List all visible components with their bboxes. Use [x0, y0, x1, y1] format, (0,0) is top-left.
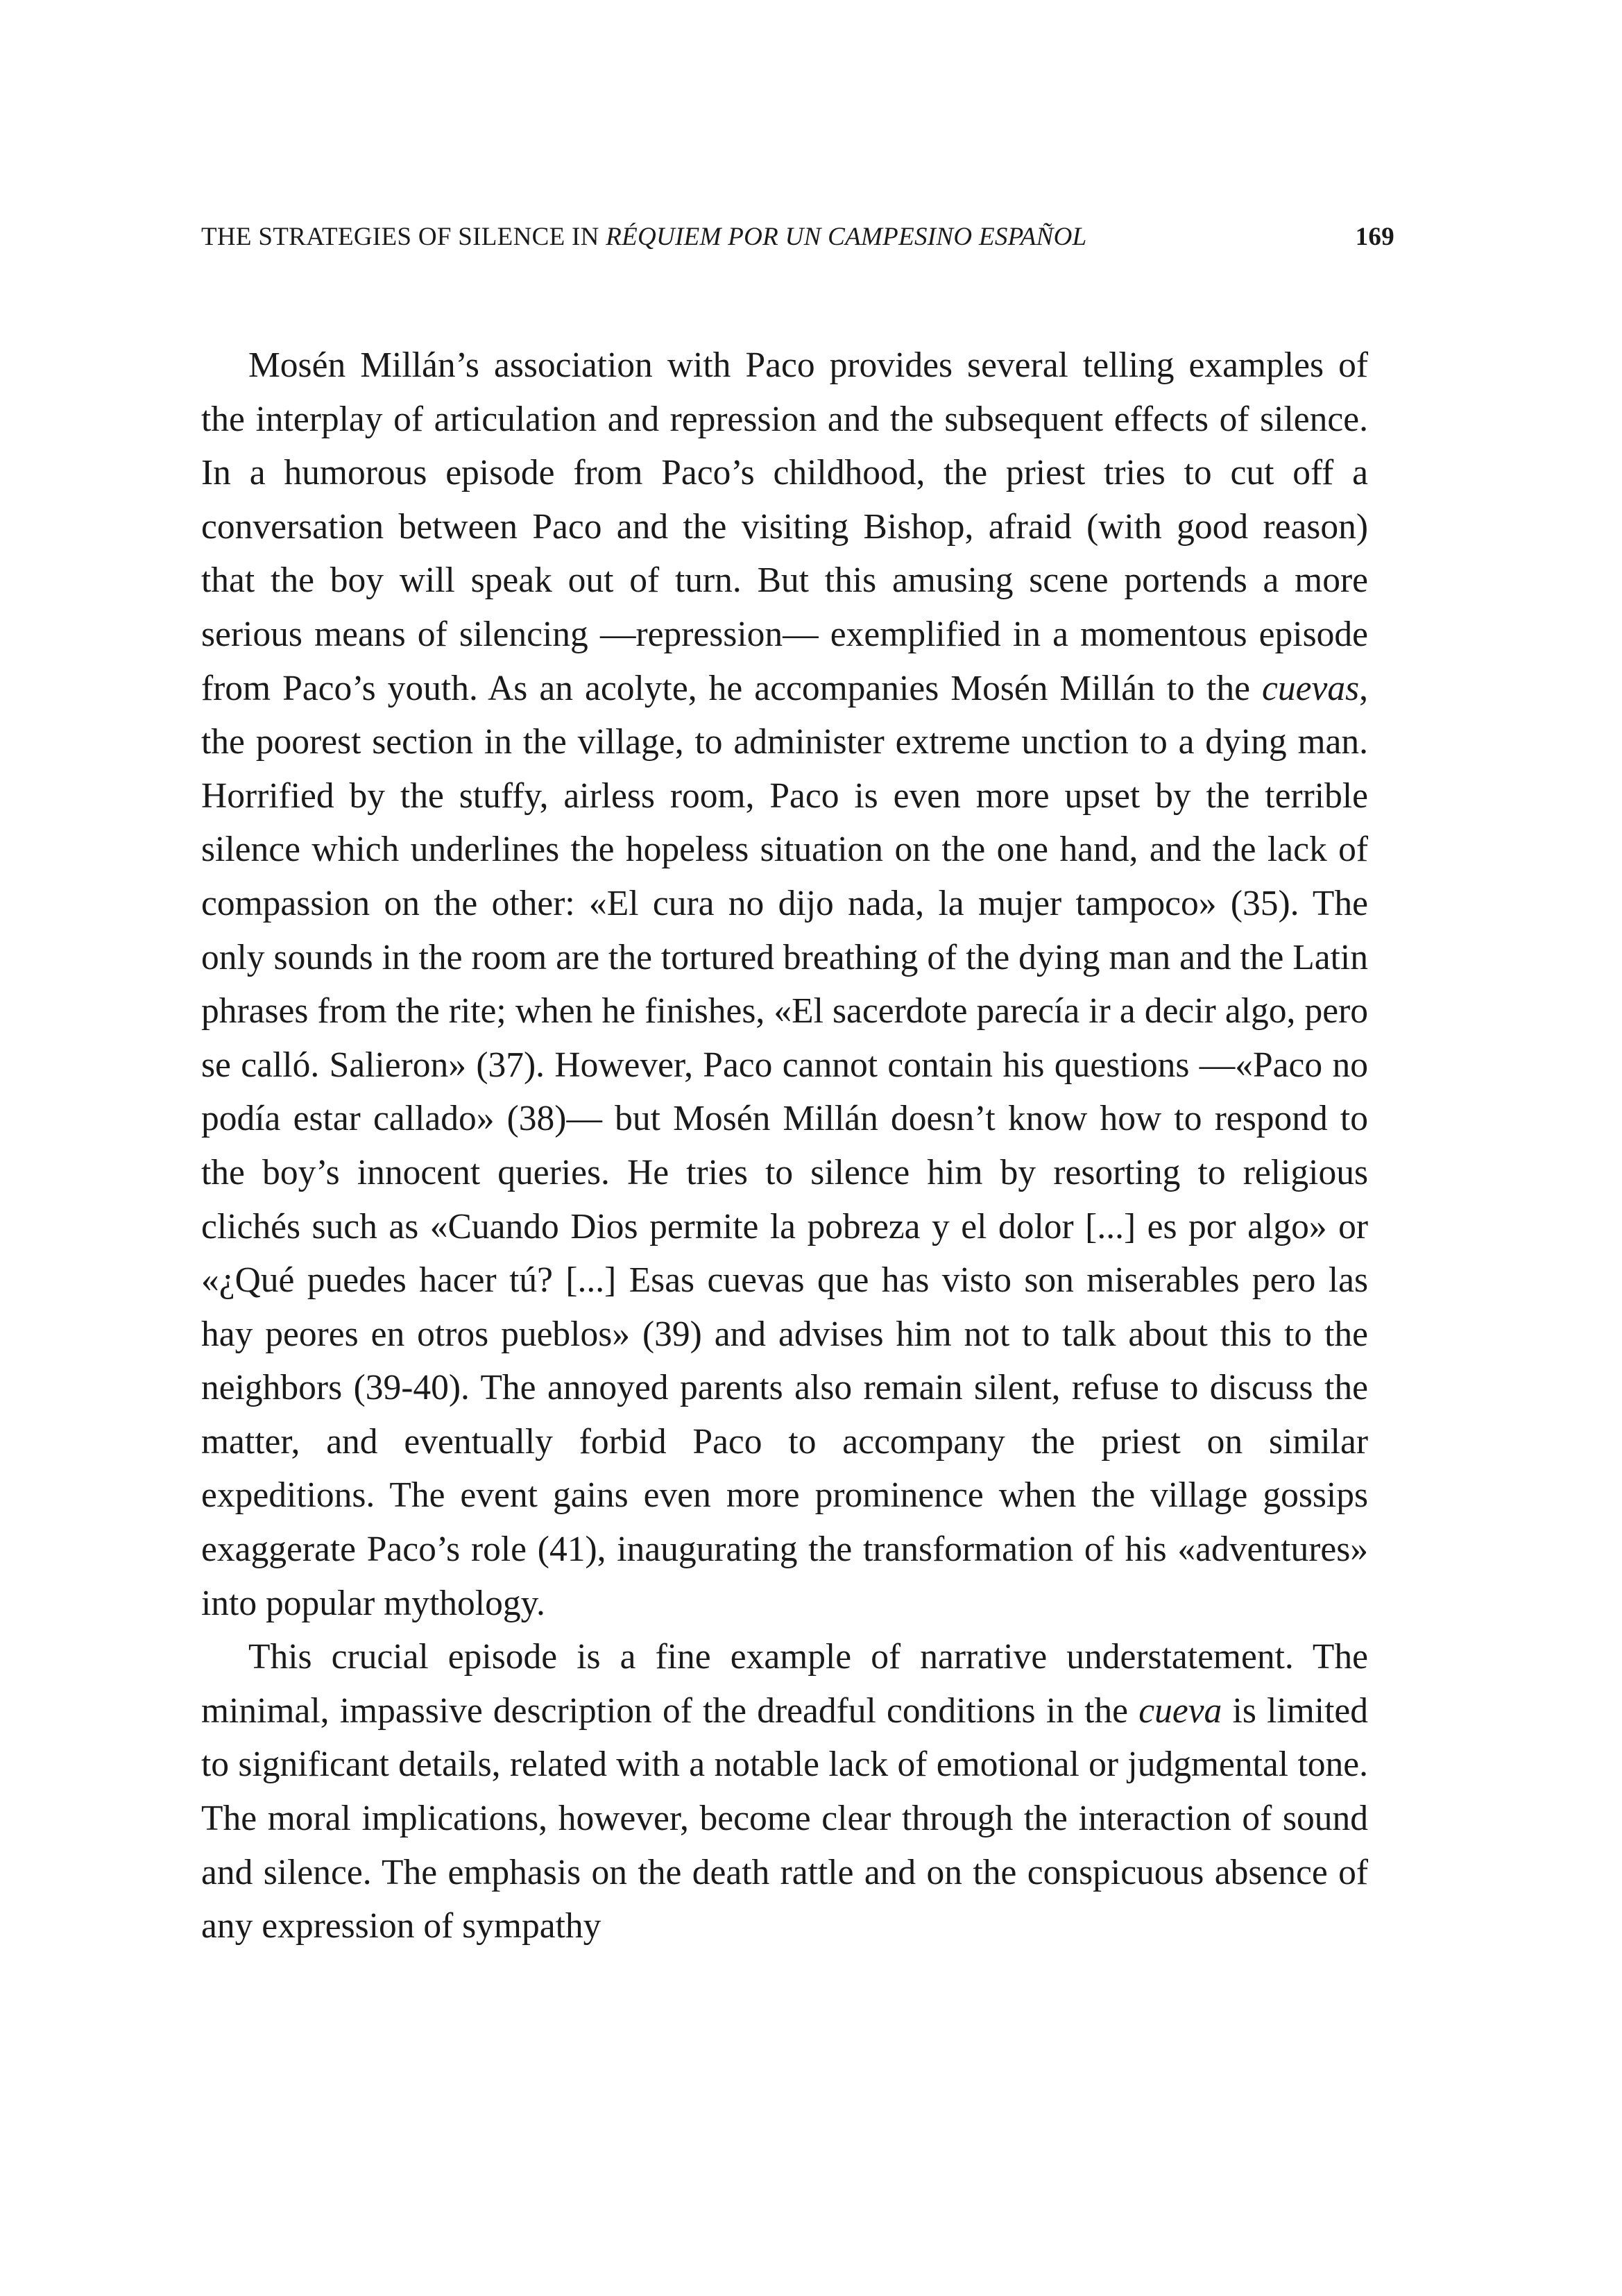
- paragraph-1-italic-cuevas: cuevas: [1262, 668, 1360, 708]
- paragraph-1-text-b: , the poorest section in the village, to administer extreme unction to a dying man. Horrified by the stuffy, airless room, Paco is even more upset by the terrible silence which underlines the hopeless situation on the one hand, and the lack of compassion on the other: «El cura no dijo nada, la mujer tampoco» (35). The only sounds in the room are the tortured breathing of the dying man and the Latin phrases from the rite; when he finishes, «El sacerdote parecía ir a decir algo, pero se calló. Salieron» (37). However, Paco cannot contain his questions —«Paco no podía estar callado» (38)— but Mosén Millán doesn’t know how to respond to the boy’s innocent queries. He tries to silence him by resorting to religious clichés such as «Cuando Dios permite la pobreza y el dolor [...] es por algo» or «¿Qué puedes hacer tú? [...] Esas cuevas que has visto son miserables pero las hay peores en otros pueblos» (39) and advises him not to talk about this to the neighbors (39-40). The annoyed parents also remain silent, refuse to discuss the matter, and eventually forbid Paco to accompany the priest on similar expeditions. The event gains even more prominence when the village gossips exaggerate Paco’s role (41), inaugurating the transformation of his «adventures» into popular mythology.: [201, 668, 1368, 1623]
- paragraph-2-text-a: This crucial episode is a fine example of narrative understatement. The minimal, impassive description of the dreadful conditions in the: [201, 1637, 1368, 1731]
- paragraph-2-text-b: is limited to significant details, related with a notable lack of emotional or judgmental tone. The moral implications, however, become clear through the interaction of sound and silence. The emphasis on the death rattle and on the conspicuous absence of any expression of sympathy: [201, 1690, 1368, 1946]
- running-head: [201, 221, 1394, 254]
- page-number: 169: [1355, 223, 1394, 251]
- paragraph-2: [201, 1630, 1368, 1953]
- paragraph-1: [201, 339, 1368, 1630]
- paragraph-1-text-a: Mosén Millán’s association with Paco provides several telling examples of the interplay of articulation and repression and the subsequent effects of silence. In a humorous episode from Paco’s childhood, the priest tries to cut off a conversation between Paco and the visiting Bishop, afraid (with good reason) that the boy will speak out of turn. But this amusing scene portends a more serious means of silencing —repression— exemplified in a momentous episode from Paco’s youth. As an acolyte, he accompanies Mosén Millán to the: [201, 345, 1368, 708]
- running-head-title: RÉQUIEM POR UN CAMPESINO ESPAÑOL: [606, 223, 1087, 251]
- paragraph-2-italic-cueva: cueva: [1138, 1690, 1222, 1731]
- running-head-prefix: THE STRATEGIES OF SILENCE IN: [201, 223, 606, 251]
- body-text: [201, 339, 1368, 1953]
